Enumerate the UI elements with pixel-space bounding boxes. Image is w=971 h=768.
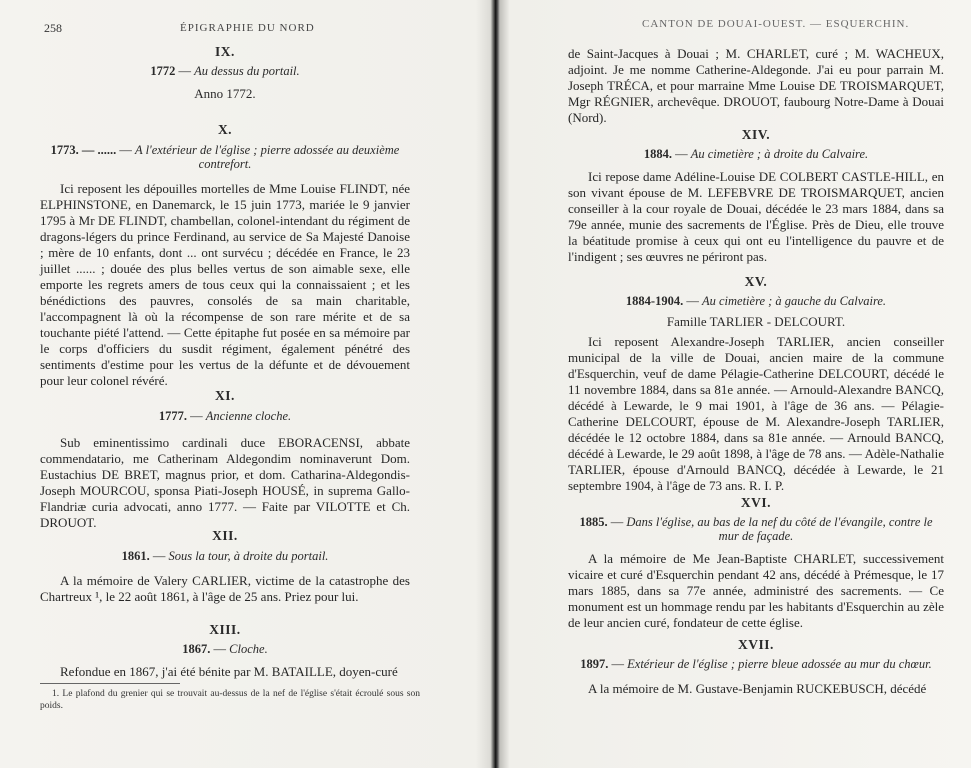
section-date: 1777. — [158, 409, 187, 423]
section-heading: 1884-1904. — Au cimetière ; à gauche du Calvaire. — [625, 294, 887, 308]
section-date: 1897. — [580, 657, 609, 671]
section-xv — [568, 274, 944, 494]
inscription-body: A la mémoire de Me Jean-Baptiste CHARLET, successivement vicaire et curé d'Esquerchin pendant 42 ans, décédé à Prémesque, le 17 mars 1885, dans sa 77e année, administré des sacrements. — Ce monument est un hommage rendu par les habitants d'Esquerchin au zèle de leur ancien curé, fondateur de cette église. — [568, 551, 944, 630]
inscription-body: Refondue en 1867, j'ai été bénite par M. BATAILLE, doyen-curé — [60, 664, 398, 679]
section-numeral: XVI. — [740, 495, 772, 510]
section-heading: 1773. — ...... — A l'extérieur de l'église ; pierre adossée au deuxième contrefort. — [50, 143, 400, 171]
section-heading: 1772 — Au dessus du portail. — [150, 64, 300, 78]
section-ix — [40, 44, 410, 102]
right-page — [502, 0, 971, 768]
family-name: Famille TARLIER - DELCOURT. — [666, 314, 846, 329]
inscription-body: Ici repose dame Adéline-Louise DE COLBERT CASTLE-HILL, en son vivant épouse de M. LEFEBVRE DE TROISMARQUET, ancien conseiller à la cour royale de Douai, décédée le 23 mars 1884, dans sa 79e année, munie des sacrements de l'Église. Près de Dieu, elle trouve la béatitude promise à ceux qui ont eu l'intelligence du pauvre et de l'indigent ; ses œuvres ne périront pas. — [568, 169, 944, 264]
section-x — [40, 122, 410, 389]
section-place: Au cimetière ; à gauche du Calvaire. — [701, 294, 887, 308]
book-gutter — [492, 0, 500, 768]
section-date: 1885. — [579, 515, 608, 529]
section-place: Extérieur de l'église ; pierre bleue adossée au mur du chœur. — [627, 657, 932, 671]
section-place: Au dessus du portail. — [194, 64, 300, 78]
inscription-body: Ici reposent les dépouilles mortelles de Mme Louise FLINDT, née ELPHINSTONE, en Danemarck, le 15 juin 1773, mariée le 9 janvier 1795 à Mr DE FLINDT, chambellan, colonel-intendant du régiment de dragons-légers du prince Ferdinand, au service de Sa Majesté Danoise ; mère de 10 enfants, dont ... ont survécu ; décédée en France, le 23 juillet ...... ; douée des plus belles vertus de son aimable sexe, elle emporte les regrets amers de tous ceux qui la connaissaient ; et les bénédictions des pauvres, consolés de sa main charitable, l'accompagnent là où la récompense de son rare mérite et de sa touchante piété l'attend. — Cette épitaphe fut posée en sa mémoire par le corps d'officiers du susdit régiment, également pénétré des sentiments d'estime pour les vertus de la défunte et de dévouement pour leur colonel révéré. — [40, 181, 410, 388]
section-date: 1773. — ...... — [50, 143, 117, 157]
section-xvii — [568, 637, 944, 697]
inscription-body: Ici reposent Alexandre-Joseph TARLIER, ancien conseiller municipal de la ville de Douai, ancien maire de la commune d'Esquerchin, veuf de dame Pélagie-Catherine DELCOURT, décédé le 11 novembre 1884, dans sa 81e année. — Arnould-Alexandre BANCQ, décédé à Lewarde, le 9 mai 1901, à l'âge de 36 ans. — Pélagie-Catherine DELCOURT, épouse de M. Alexandre-Joseph TARLIER, décédée le 12 octobre 1884, dans sa 81e année. — Arnould BANCQ, décédé à Lewarde, le 29 août 1898, à l'âge de 78 ans. — Adèle-Nathalie TARLIER, épouse d'Arnould BANCQ, décédée à Lewarde, le 21 septembre 1904, à l'âge de 73 ans. R. I. P. — [568, 334, 944, 493]
inscription-body: Sub eminentissimo cardinali duce EBORACENSI, abbate commendatario, me Catherinam Aldegondim nominaverunt Dom. Eustachius DE BRET, magnus prior, et dom. Catharina-Aldegondis-Joseph MOURCOU, sponsa Piati-Joseph HOUSÉ, in suprema Gallo-Flandriæ curia advocati, anno 1777. — Faite par VILOTTE et Ch. DROUOT. — [40, 435, 410, 530]
section-numeral: XV. — [744, 274, 768, 289]
section-heading: 1867. — Cloche. — [182, 642, 268, 656]
section-place: Cloche. — [229, 642, 268, 656]
page-number: 258 — [44, 21, 62, 35]
section-numeral: XIII. — [209, 622, 241, 637]
inscription-body: de Saint-Jacques à Douai ; M. CHARLET, curé ; M. WACHEUX, adjoint. Je me nomme Catherine-Aldegonde. J'ai eu pour parrain M. Joseph TRÉCA, et pour marraine Mme Louise DE TROISMARQUET, Mgr RÉGNIER, archevêque. DROUOT, faubourg Notre-Dame à Douai (Nord). — [568, 46, 944, 125]
footnote: 1. Le plafond du grenier qui se trouvait au-dessus de la nef de l'église s'était écroulé sous son poids. — [40, 689, 420, 711]
section-numeral: XII. — [212, 528, 238, 543]
section-heading: 1861. — Sous la tour, à droite du portail. — [121, 549, 329, 563]
section-heading: 1777. — Ancienne cloche. — [158, 409, 292, 423]
section-place: Sous la tour, à droite du portail. — [168, 549, 329, 563]
section-xii — [40, 528, 410, 605]
section-place: Au cimetière ; à droite du Calvaire. — [690, 147, 869, 161]
section-place: A l'extérieur de l'église ; pierre adossée au deuxième contrefort. — [135, 143, 400, 171]
section-heading: 1897. — Extérieur de l'église ; pierre bleue adossée au mur du chœur. — [580, 657, 932, 671]
section-numeral: XVII. — [738, 637, 774, 652]
section-date: 1884-1904. — [625, 294, 684, 308]
section-xvi — [568, 495, 944, 631]
section-numeral: XIV. — [741, 127, 771, 142]
section-numeral: IX. — [215, 44, 235, 59]
footnote-rule — [40, 683, 180, 684]
section-place: Dans l'église, au bas de la nef du côté de l'évangile, contre le mur de façade. — [626, 515, 933, 543]
section-numeral: X. — [217, 122, 233, 137]
continued-text — [568, 46, 944, 126]
inscription-body: A la mémoire de M. Gustave-Benjamin RUCKEBUSCH, décédé — [588, 681, 927, 696]
section-date: 1861. — [121, 549, 150, 563]
section-place: Ancienne cloche. — [205, 409, 292, 423]
section-date: 1867. — [182, 642, 211, 656]
section-heading: 1884. — Au cimetière ; à droite du Calvaire. — [643, 147, 869, 161]
section-numeral: XI. — [215, 388, 235, 403]
section-xiv — [568, 127, 944, 265]
section-heading: 1885. — Dans l'église, au bas de la nef du côté de l'évangile, contre le mur de façade. — [579, 515, 933, 543]
section-xi — [40, 388, 410, 531]
running-head-left: ÉPIGRAPHIE DU NORD — [180, 22, 315, 34]
running-head-right: CANTON DE DOUAI-OUEST. — ESQUERCHIN. — [642, 18, 910, 30]
section-xiii — [40, 622, 410, 680]
inscription-text: Anno 1772. — [194, 86, 256, 101]
inscription-body: A la mémoire de Valery CARLIER, victime de la catastrophe des Chartreux ¹, le 22 août 1861, à l'âge de 25 ans. Priez pour lui. — [40, 573, 410, 604]
section-date: 1772 — [150, 64, 176, 78]
section-date: 1884. — [643, 147, 672, 161]
